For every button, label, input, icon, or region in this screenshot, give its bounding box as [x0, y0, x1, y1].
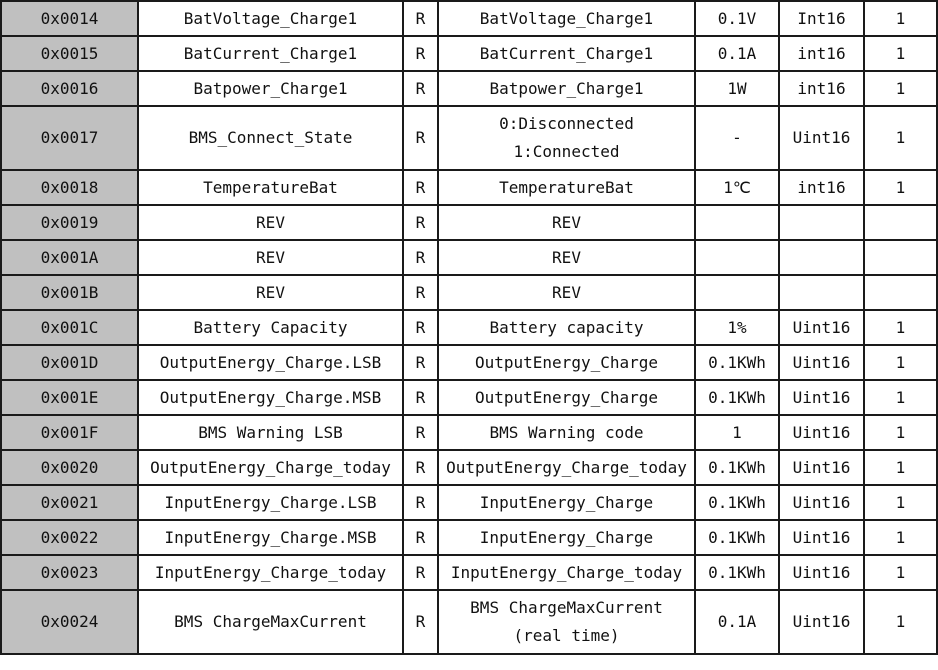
table-row	[1, 36, 937, 71]
description-cell	[438, 1, 695, 36]
table-row	[1, 106, 937, 170]
name-cell: OutputEnergy_Charge.LSB	[138, 345, 403, 380]
address-cell: 0x0014	[1, 1, 138, 36]
address-cell: 0x0018	[1, 170, 138, 205]
count-cell: 1	[864, 106, 937, 170]
access-cell: R	[403, 71, 438, 106]
address-cell: 0x0019	[1, 205, 138, 240]
description-cell	[438, 450, 695, 485]
name-cell: InputEnergy_Charge.LSB	[138, 485, 403, 520]
name-cell: InputEnergy_Charge.MSB	[138, 520, 403, 555]
name-cell: Battery Capacity	[138, 310, 403, 345]
unit-cell: 0.1KWh	[695, 520, 779, 555]
description-line: OutputEnergy_Charge	[474, 387, 659, 407]
type-cell	[779, 240, 864, 275]
access-cell: R	[403, 345, 438, 380]
access-cell: R	[403, 240, 438, 275]
address-cell: 0x001B	[1, 275, 138, 310]
description-cell	[438, 71, 695, 106]
table-row	[1, 275, 937, 310]
name-cell: InputEnergy_Charge_today	[138, 555, 403, 590]
unit-cell	[695, 205, 779, 240]
type-cell: int16	[779, 71, 864, 106]
description-line: Battery capacity	[489, 317, 644, 337]
type-cell: Uint16	[779, 520, 864, 555]
name-cell: REV	[138, 275, 403, 310]
access-cell: R	[403, 380, 438, 415]
description-cell	[438, 520, 695, 555]
unit-cell: -	[695, 106, 779, 170]
count-cell: 1	[864, 415, 937, 450]
description-cell	[438, 240, 695, 275]
description-line: TemperatureBat	[499, 177, 634, 197]
type-cell: Uint16	[779, 555, 864, 590]
access-cell: R	[403, 415, 438, 450]
address-cell: 0x0021	[1, 485, 138, 520]
description-cell	[438, 170, 695, 205]
table-row	[1, 170, 937, 205]
address-cell: 0x0022	[1, 520, 138, 555]
description-line: REV	[552, 212, 581, 232]
access-cell: R	[403, 36, 438, 71]
table-row	[1, 1, 937, 36]
name-cell: TemperatureBat	[138, 170, 403, 205]
count-cell: 1	[864, 555, 937, 590]
count-cell: 1	[864, 170, 937, 205]
description-line: InputEnergy_Charge	[479, 527, 654, 547]
description-cell	[438, 590, 695, 654]
access-cell: R	[403, 205, 438, 240]
unit-cell: 1W	[695, 71, 779, 106]
description-cell	[438, 310, 695, 345]
description-line: (real time)	[513, 626, 620, 645]
count-cell: 1	[864, 485, 937, 520]
name-cell: REV	[138, 205, 403, 240]
type-cell: Uint16	[779, 485, 864, 520]
address-cell: 0x0017	[1, 106, 138, 170]
access-cell: R	[403, 555, 438, 590]
type-cell: Uint16	[779, 415, 864, 450]
table-row	[1, 310, 937, 345]
address-cell: 0x001D	[1, 345, 138, 380]
description-cell	[438, 555, 695, 590]
table-row	[1, 485, 937, 520]
access-cell: R	[403, 590, 438, 654]
description-line: REV	[552, 247, 581, 267]
address-cell: 0x0024	[1, 590, 138, 654]
access-cell: R	[403, 275, 438, 310]
unit-cell: 1%	[695, 310, 779, 345]
table-row	[1, 590, 937, 654]
unit-cell: 0.1KWh	[695, 450, 779, 485]
address-cell: 0x0023	[1, 555, 138, 590]
type-cell: int16	[779, 170, 864, 205]
unit-cell: 0.1KWh	[695, 345, 779, 380]
description-line: BatVoltage_Charge1	[479, 8, 654, 28]
table-row	[1, 345, 937, 380]
count-cell	[864, 205, 937, 240]
address-cell: 0x0016	[1, 71, 138, 106]
name-cell: BatCurrent_Charge1	[138, 36, 403, 71]
count-cell: 1	[864, 36, 937, 71]
address-cell: 0x001A	[1, 240, 138, 275]
table-row	[1, 520, 937, 555]
count-cell: 1	[864, 590, 937, 654]
name-cell: BMS Warning LSB	[138, 415, 403, 450]
address-cell: 0x0020	[1, 450, 138, 485]
name-cell: BMS_Connect_State	[138, 106, 403, 170]
description-cell	[438, 205, 695, 240]
unit-cell: 0.1A	[695, 36, 779, 71]
count-cell: 1	[864, 380, 937, 415]
count-cell: 1	[864, 71, 937, 106]
table-row	[1, 380, 937, 415]
count-cell: 1	[864, 520, 937, 555]
description-cell	[438, 380, 695, 415]
name-cell: Batpower_Charge1	[138, 71, 403, 106]
type-cell	[779, 275, 864, 310]
description-line: BatCurrent_Charge1	[479, 43, 654, 63]
table-row	[1, 415, 937, 450]
count-cell	[864, 275, 937, 310]
unit-cell	[695, 240, 779, 275]
unit-cell	[695, 275, 779, 310]
description-line: 0:Disconnected	[499, 114, 634, 133]
name-cell: BatVoltage_Charge1	[138, 1, 403, 36]
count-cell	[864, 240, 937, 275]
access-cell: R	[403, 106, 438, 170]
name-cell: BMS ChargeMaxCurrent	[138, 590, 403, 654]
type-cell: Uint16	[779, 106, 864, 170]
description-cell	[438, 275, 695, 310]
table-row	[1, 205, 937, 240]
unit-cell: 0.1V	[695, 1, 779, 36]
type-cell	[779, 205, 864, 240]
type-cell: Uint16	[779, 345, 864, 380]
description-line: OutputEnergy_Charge_today	[446, 457, 687, 477]
type-cell: Int16	[779, 1, 864, 36]
table-body	[1, 1, 937, 654]
name-cell: REV	[138, 240, 403, 275]
address-cell: 0x0015	[1, 36, 138, 71]
description-line: REV	[552, 282, 581, 302]
description-line: InputEnergy_Charge	[479, 492, 654, 512]
table-row	[1, 450, 937, 485]
description-cell	[438, 106, 695, 170]
unit-cell: 0.1KWh	[695, 380, 779, 415]
description-line: Batpower_Charge1	[489, 78, 644, 98]
type-cell: Uint16	[779, 450, 864, 485]
unit-cell: 1℃	[695, 170, 779, 205]
type-cell: Uint16	[779, 310, 864, 345]
unit-cell: 0.1KWh	[695, 555, 779, 590]
count-cell: 1	[864, 1, 937, 36]
description-line: BMS Warning code	[489, 422, 644, 442]
count-cell: 1	[864, 345, 937, 380]
name-cell: OutputEnergy_Charge.MSB	[138, 380, 403, 415]
address-cell: 0x001E	[1, 380, 138, 415]
unit-cell: 0.1A	[695, 590, 779, 654]
access-cell: R	[403, 170, 438, 205]
description-line: BMS ChargeMaxCurrent	[470, 598, 663, 617]
address-cell: 0x001F	[1, 415, 138, 450]
access-cell: R	[403, 310, 438, 345]
description-cell	[438, 485, 695, 520]
count-cell: 1	[864, 310, 937, 345]
type-cell: Uint16	[779, 380, 864, 415]
type-cell: int16	[779, 36, 864, 71]
unit-cell: 1	[695, 415, 779, 450]
table-row	[1, 555, 937, 590]
description-line: 1:Connected	[513, 142, 620, 161]
access-cell: R	[403, 520, 438, 555]
description-line: InputEnergy_Charge_today	[450, 562, 683, 582]
count-cell: 1	[864, 450, 937, 485]
description-cell	[438, 36, 695, 71]
description-cell	[438, 345, 695, 380]
access-cell: R	[403, 1, 438, 36]
type-cell: Uint16	[779, 590, 864, 654]
description-cell	[438, 415, 695, 450]
access-cell: R	[403, 450, 438, 485]
description-line: OutputEnergy_Charge	[474, 352, 659, 372]
table-row	[1, 71, 937, 106]
access-cell: R	[403, 485, 438, 520]
address-cell: 0x001C	[1, 310, 138, 345]
table-row	[1, 240, 937, 275]
name-cell: OutputEnergy_Charge_today	[138, 450, 403, 485]
unit-cell: 0.1KWh	[695, 485, 779, 520]
